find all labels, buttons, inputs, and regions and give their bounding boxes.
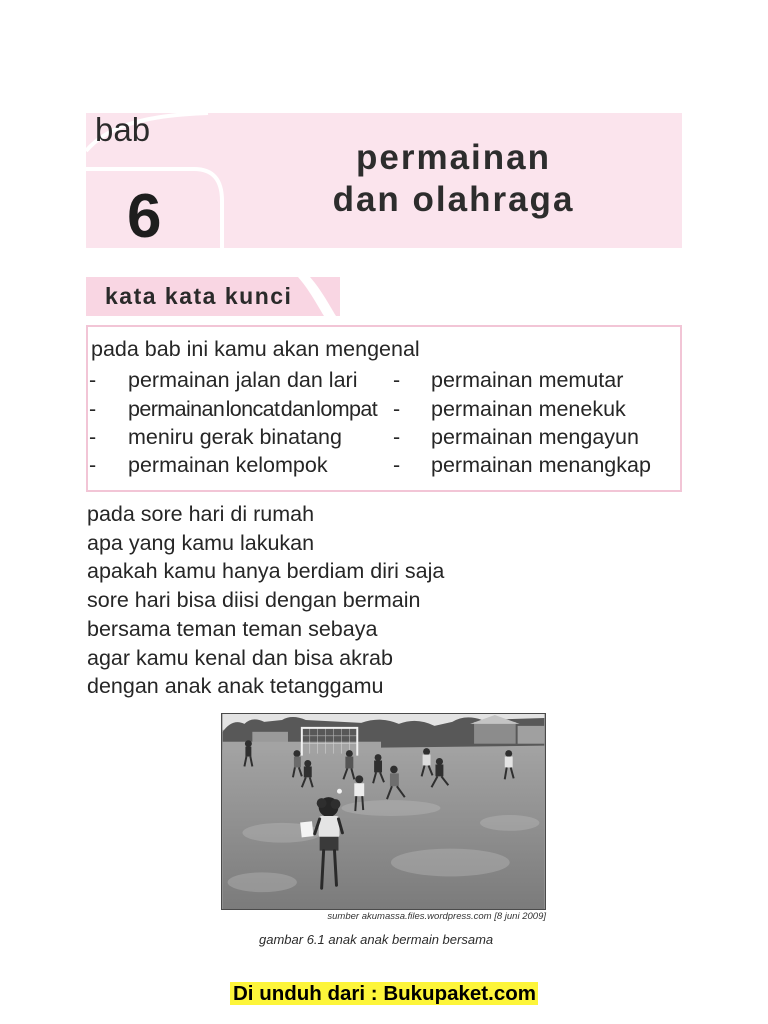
body-line: dengan anak anak tetanggamu bbox=[87, 674, 384, 699]
bullet-dash: - bbox=[89, 425, 97, 449]
keywords-intro: pada bab ini kamu akan mengenal bbox=[91, 337, 420, 361]
body-line: apakah kamu hanya berdiam diri saja bbox=[87, 559, 445, 584]
bullet-dash: - bbox=[393, 453, 401, 477]
ball bbox=[337, 789, 342, 794]
bullet-dash: - bbox=[89, 453, 97, 477]
body-line: bersama teman teman sebaya bbox=[87, 616, 378, 641]
bullet-dash: - bbox=[89, 368, 97, 392]
chapter-number: 6 bbox=[127, 182, 162, 251]
body-line: apa yang kamu lakukan bbox=[87, 530, 315, 555]
keyword-item: permainan memutar bbox=[431, 368, 624, 392]
body-line: sore hari bisa diisi dengan bermain bbox=[87, 588, 421, 613]
keyword-item: meniru gerak binatang bbox=[128, 425, 342, 449]
body-line: agar kamu kenal dan bisa akrab bbox=[87, 645, 393, 670]
figure-source: sumber akumassa.files.wordpress.com [8 juni 2009] bbox=[327, 911, 546, 922]
bullet-dash: - bbox=[89, 397, 97, 421]
body-paragraph bbox=[87, 500, 444, 701]
keyword-item: permainan kelompok bbox=[128, 453, 328, 477]
keyword-item: permainan loncat dan lompat bbox=[128, 397, 378, 421]
keyword-item: permainan menekuk bbox=[431, 397, 626, 421]
photo-illustration bbox=[222, 714, 545, 909]
keyword-item: permainan mengayun bbox=[431, 425, 639, 449]
paper-on-ground bbox=[300, 821, 313, 837]
keyword-item: permainan jalan dan lari bbox=[128, 368, 358, 392]
chapter-title-line-2: dan olahraga bbox=[332, 180, 575, 219]
body-line: pada sore hari di rumah bbox=[87, 502, 315, 526]
figure-caption: gambar 6.1 anak anak bermain bersama bbox=[259, 932, 494, 947]
footer-download-text: Di unduh dari : Bukupaket.com bbox=[233, 982, 536, 1005]
chapter-title-line-1: permainan bbox=[356, 138, 551, 177]
bab-label: bab bbox=[95, 111, 151, 148]
bullet-dash: - bbox=[393, 368, 401, 392]
bullet-dash: - bbox=[393, 397, 401, 421]
keyword-item: permainan menangkap bbox=[431, 453, 651, 477]
bullet-dash: - bbox=[393, 425, 401, 449]
photo-children-playing bbox=[221, 713, 546, 910]
keywords-heading: kata kata kunci bbox=[105, 283, 293, 309]
